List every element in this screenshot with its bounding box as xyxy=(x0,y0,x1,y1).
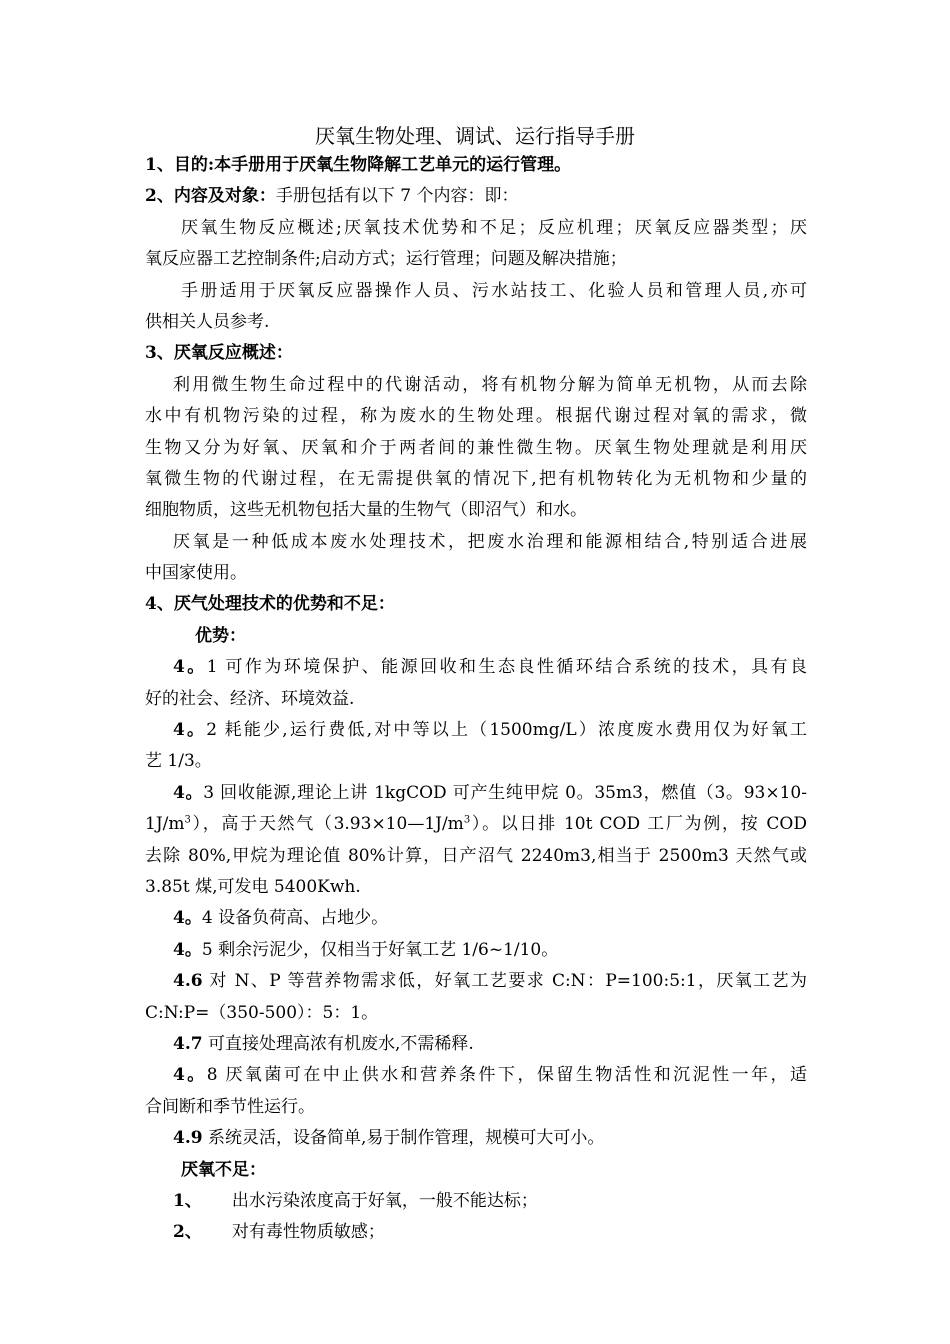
advantage-8-text: 8 厌氧菌可在中止供水和营养条件下，保留生物活性和沉泥性一年，适 xyxy=(206,1065,807,1086)
advantage-7-line-1 xyxy=(145,1029,807,1060)
advantage-8-number: 4。 xyxy=(173,1065,207,1086)
superscript-3-b: 3 xyxy=(463,814,471,826)
disadvantage-2 xyxy=(145,1217,807,1248)
advantage-1-line-1 xyxy=(145,652,807,683)
advantage-8-line-2: 合间断和季节性运行。 xyxy=(145,1096,315,1117)
section-1-purpose: 1、目的:本手册用于厌氧生物降解工艺单元的运行管理。 xyxy=(145,155,572,175)
advantage-7-number: 4.7 xyxy=(173,1033,203,1054)
advantage-1-text: 1 可作为环境保护、能源回收和生态良性循环结合系统的技术，具有良 xyxy=(206,657,807,678)
advantage-3-line-2 xyxy=(145,809,807,840)
audience-line-2: 供相关人员参考. xyxy=(145,311,270,332)
advantage-2-line-2: 艺 1/3。 xyxy=(145,751,212,772)
advantage-2-number: 4。 xyxy=(173,720,207,741)
disadvantage-2-text: 对有毒性物质敏感； xyxy=(231,1222,385,1243)
advantage-3-line-1 xyxy=(145,778,807,809)
advantage-9-line-1 xyxy=(145,1123,807,1154)
disadvantages-heading: 厌氧不足： xyxy=(181,1159,266,1180)
advantage-9-number: 4.9 xyxy=(173,1128,203,1149)
advantage-5-text: 5 剩余污泥少，仅相当于好氧工艺 1/6~1/10。 xyxy=(201,939,559,960)
advantage-2-line-1 xyxy=(145,715,807,746)
advantage-9-text: 系统灵活，设备简单,易于制作管理，规模可大可小。 xyxy=(202,1128,605,1149)
advantage-4-text: 4 设备负荷高、占地少。 xyxy=(201,908,389,929)
disadvantage-1 xyxy=(145,1186,807,1217)
advantage-6-line-1 xyxy=(145,966,807,997)
advantage-6-text: 对 N、P 等营养物需求低，好氧工艺要求 C:N：P=100:5:1，厌氧工艺为 xyxy=(202,971,807,992)
section-2-heading xyxy=(145,181,807,212)
advantage-6-line-2: C:N:P=（350-500）：5：1。 xyxy=(145,1002,379,1023)
contents-line-1: 厌氧生物反应概述;厌氧技术优势和不足；反应机理；厌氧反应器类型；厌 xyxy=(181,217,807,238)
advantage-2-text: 2 耗能少,运行费低,对中等以上（1500mg/L）浓度废水费用仅为好氧工 xyxy=(206,720,807,741)
advantages-heading: 优势： xyxy=(195,625,246,646)
advantage-6-number: 4.6 xyxy=(173,971,203,992)
overview-line-4: 氧微生物的代谢过程，在无需提供氧的情况下,把有机物转化为无机物和少量的 xyxy=(145,468,807,489)
advantage-3-text: 3 回收能源,理论上讲 1kgCOD 可产生纯甲烷 0。35m3，燃值（3。93×10- xyxy=(203,782,807,803)
overview-line-7: 中国家使用。 xyxy=(145,563,247,584)
section-4-heading: 4、厌气处理技术的优势和不足： xyxy=(145,594,395,615)
contents-line-2: 氧反应器工艺控制条件;启动方式；运行管理；问题及解决措施； xyxy=(145,249,627,270)
advantage-7-text: 可直接处理高浓有机废水,不需稀释. xyxy=(202,1033,474,1054)
document-title: 厌氧生物处理、调试、运行指导手册 xyxy=(315,124,635,148)
advantage-3-text-a: 1J/m xyxy=(145,814,185,835)
advantage-1-number: 4。 xyxy=(173,657,207,678)
advantage-3-text-c: ）。以日排 10t COD 工厂为例，按 COD xyxy=(470,814,807,835)
overview-line-6: 厌氧是一种低成本废水处理技术，把废水治理和能源相结合,特别适合进展 xyxy=(173,531,807,552)
overview-line-3: 生物又分为好氧、厌氧和介于两者间的兼性微生物。厌氧生物处理就是利用厌 xyxy=(145,437,807,458)
disadvantage-2-number: 2、 xyxy=(173,1222,202,1243)
advantage-4-number: 4。 xyxy=(173,908,202,929)
overview-line-2: 水中有机物污染的过程，称为废水的生物处理。根据代谢过程对氧的需求，微 xyxy=(145,406,807,427)
advantage-3-number: 4。 xyxy=(173,782,204,803)
superscript-3: 3 xyxy=(184,814,191,826)
advantage-3-line-3: 去除 80%,甲烷为理论值 80%计算，日产沼气 2240m3,相当于 2500m3 天然气或 xyxy=(145,845,807,866)
document-body xyxy=(145,150,807,1249)
overview-line-5: 细胞物质，这些无机物包括大量的生物气（即沼气）和水。 xyxy=(145,500,587,521)
advantage-5-number: 4。 xyxy=(173,939,202,960)
advantage-1-line-2: 好的社会、经济、环境效益. xyxy=(145,688,355,709)
overview-line-1: 利用微生物生命过程中的代谢活动，将有机物分解为简单无机物，从而去除 xyxy=(173,374,807,395)
advantage-3-line-4: 3.85t 煤,可发电 5400Kwh. xyxy=(145,876,361,897)
advantage-3-text-b: ），高于天然气（3.93×10—1J/m xyxy=(190,814,464,835)
audience-line-1: 手册适用于厌氧反应器操作人员、污水站技工、化验人员和管理人员,亦可 xyxy=(181,280,807,301)
advantage-8-line-1 xyxy=(145,1060,807,1091)
section-2-text: 手册包括有以下 7 个内容：即： xyxy=(275,186,519,207)
section-2-label: 2、内容及对象： xyxy=(145,186,276,207)
disadvantage-1-text: 出水污染浓度高于好氧，一般不能达标； xyxy=(231,1190,538,1211)
advantage-5-line-1 xyxy=(145,935,807,966)
section-3-heading: 3、厌氧反应概述： xyxy=(145,343,293,364)
advantage-4-line-1 xyxy=(145,903,807,934)
disadvantage-1-number: 1、 xyxy=(173,1190,202,1211)
